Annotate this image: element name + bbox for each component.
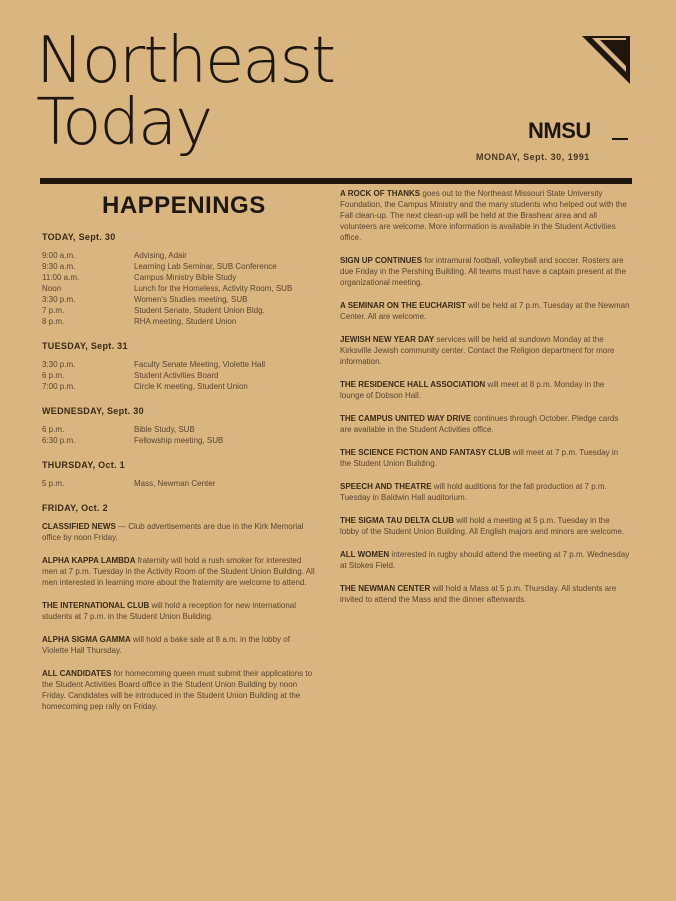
event-time: 3:30 p.m. bbox=[42, 360, 76, 369]
announcement-text: will meet at 7 p.m. Tuesday in the Student Union Building. bbox=[340, 448, 619, 468]
announcement bbox=[340, 300, 630, 322]
schedule-row bbox=[42, 370, 318, 381]
event-description: Circle K meeting, Student Union bbox=[134, 382, 248, 391]
schedule-row bbox=[42, 381, 318, 392]
event-time: 11:00 a.m. bbox=[42, 273, 80, 282]
event-time: 3:30 p.m. bbox=[42, 295, 76, 304]
right-column bbox=[340, 188, 630, 617]
event-description: Bible Study, SUB bbox=[134, 425, 195, 434]
schedule-row bbox=[42, 250, 318, 261]
schedule-row bbox=[42, 316, 318, 327]
event-time: 6 p.m. bbox=[42, 371, 65, 380]
event-time: Noon bbox=[42, 284, 62, 293]
event-description: Advising, Adair bbox=[134, 251, 187, 260]
announcement-lead: ALPHA SIGMA GAMMA bbox=[42, 635, 131, 644]
announcement bbox=[340, 379, 630, 401]
event-description: Student Activities Board bbox=[134, 371, 219, 380]
schedule-row bbox=[42, 305, 318, 316]
schedule-row bbox=[42, 359, 318, 370]
schedule-row bbox=[42, 478, 318, 489]
announcement-lead: THE SIGMA TAU DELTA CLUB bbox=[340, 516, 455, 525]
event-description: Student Senate, Student Union Bldg. bbox=[134, 306, 265, 315]
announcement bbox=[340, 583, 630, 605]
announcement-lead: JEWISH NEW YEAR DAY bbox=[340, 335, 435, 344]
announcement-lead: THE NEWMAN CENTER bbox=[340, 584, 431, 593]
event-time: 6 p.m. bbox=[42, 425, 65, 434]
announcement-text: will hold a bake sale at 8 a.m. in the lobby of Violette Hall Thursday. bbox=[42, 635, 290, 655]
event-description: Women's Studies meeting, SUB bbox=[134, 295, 248, 304]
announcement-lead: THE INTERNATIONAL CLUB bbox=[42, 601, 150, 610]
announcement-text: will meet at 8 p.m. Monday in the lounge of Dobson Hall. bbox=[340, 380, 605, 400]
event-time: 7 p.m. bbox=[42, 306, 65, 315]
event-time: 7:00 p.m. bbox=[42, 382, 76, 391]
announcement-text: continues through October. Pledge cards are available in the Student Activities office. bbox=[340, 414, 619, 434]
event-description: Lunch for the Homeless, Activity Room, SUB bbox=[134, 284, 293, 293]
announcement-text: will hold a reception for new international students at 7 p.m. in the Student Union Building. bbox=[42, 601, 297, 621]
announcement-lead: CLASSIFIED NEWS bbox=[42, 522, 116, 531]
announcement bbox=[340, 334, 630, 367]
event-description: RHA meeting, Student Union bbox=[134, 317, 237, 326]
announcement-text: will hold a meeting at 5 p.m. Tuesday in the lobby of the Student Union Building. All English majors and minors are welcome. bbox=[340, 516, 625, 536]
schedule-list bbox=[42, 424, 318, 446]
announcement-lead: ALL WOMEN bbox=[340, 550, 390, 559]
nmsu-logo-icon bbox=[582, 36, 630, 84]
schedule-row bbox=[42, 261, 318, 272]
masthead-title-line2: Today bbox=[36, 86, 212, 160]
announcement bbox=[340, 255, 630, 288]
day-heading: WEDNESDAY, Sept. 30 bbox=[42, 406, 144, 416]
issue-date: MONDAY, Sept. 30, 1991 bbox=[476, 152, 590, 162]
announcement bbox=[42, 555, 318, 588]
schedule-row bbox=[42, 424, 318, 435]
logo-underline bbox=[612, 138, 628, 140]
schedule-row bbox=[42, 294, 318, 305]
day-heading: TODAY, Sept. 30 bbox=[42, 232, 116, 242]
schedule-list bbox=[42, 478, 318, 489]
announcement-lead: THE RESIDENCE HALL ASSOCIATION bbox=[340, 380, 486, 389]
announcement bbox=[42, 521, 318, 543]
event-description: Fellowship meeting, SUB bbox=[134, 436, 224, 445]
event-description: Mass, Newman Center bbox=[134, 479, 216, 488]
announcement-lead: THE CAMPUS UNITED WAY DRIVE bbox=[340, 414, 472, 423]
day-heading: TUESDAY, Sept. 31 bbox=[42, 341, 128, 351]
schedule-row bbox=[42, 283, 318, 294]
announcement-text: services will be held at sundown Monday at the Kirksville Jewish community center. Contact the Religion department for more information. bbox=[340, 335, 615, 366]
event-description: Learning Lab Seminar, SUB Conference bbox=[134, 262, 277, 271]
announcement-lead: THE SCIENCE FICTION AND FANTASY CLUB bbox=[340, 448, 511, 457]
announcement-lead: SIGN UP CONTINUES bbox=[340, 256, 423, 265]
left-column bbox=[42, 232, 318, 724]
announcement-text: for homecoming queen must submit their applications to the Student Activities Board office in the Student Union Building by noon Friday. Candidates will be introduced in the Student Union Building at the homecoming pep rally on Friday. bbox=[42, 669, 313, 711]
nmsu-logo-text: NMSU bbox=[528, 118, 591, 143]
announcement-lead: ALPHA KAPPA LAMBDA bbox=[42, 556, 136, 565]
day-heading: FRIDAY, Oct. 2 bbox=[42, 503, 108, 513]
day-heading: THURSDAY, Oct. 1 bbox=[42, 460, 125, 470]
announcement-lead: A ROCK OF THANKS bbox=[340, 189, 421, 198]
announcement-lead: SPEECH AND THEATRE bbox=[340, 482, 432, 491]
event-time: 6:30 p.m. bbox=[42, 436, 76, 445]
event-time: 9:00 a.m. bbox=[42, 251, 76, 260]
announcement-text: will hold auditions for the fall production at 7 p.m. Tuesday in Baldwin Hall auditorium. bbox=[340, 482, 607, 502]
schedule-list bbox=[42, 250, 318, 327]
announcement-text: will hold a Mass at 5 p.m. Thursday. All students are invited to attend the Mass and the dinner afterwards. bbox=[340, 584, 617, 604]
announcement-text: — Club advertisements are due in the Kirk Memorial office by noon Friday. bbox=[42, 522, 304, 542]
event-description: Campus Ministry Bible Study bbox=[134, 273, 237, 282]
masthead-title bbox=[36, 24, 335, 160]
announcement bbox=[42, 634, 318, 656]
announcement bbox=[340, 515, 630, 537]
announcement-text: fraternity will hold a rush smoker for interested men at 7 p.m. Tuesday in the Activity Room of the Student Union Building. All men interested in learning more about the fraternity are welcome to attend. bbox=[42, 556, 315, 587]
event-time: 5 p.m. bbox=[42, 479, 65, 488]
announcement bbox=[340, 481, 630, 503]
announcement bbox=[340, 188, 630, 243]
masthead-title-line1: Northeast bbox=[36, 24, 335, 98]
announcement bbox=[340, 413, 630, 435]
event-time: 8 p.m. bbox=[42, 317, 65, 326]
announcement-lead: A SEMINAR ON THE EUCHARIST bbox=[340, 301, 466, 310]
announcement bbox=[42, 600, 318, 622]
masthead-rule bbox=[40, 178, 632, 184]
schedule-list bbox=[42, 359, 318, 392]
schedule-row bbox=[42, 435, 318, 446]
event-description: Faculty Senate Meeting, Violette Hall bbox=[134, 360, 266, 369]
section-title: HAPPENINGS bbox=[102, 192, 266, 219]
event-time: 9:30 a.m. bbox=[42, 262, 76, 271]
schedule-row bbox=[42, 272, 318, 283]
announcement-lead: ALL CANDIDATES bbox=[42, 669, 112, 678]
announcement-text: interested in rugby should attend the meeting at 7 p.m. Wednesday at Stokes Field. bbox=[340, 550, 630, 570]
announcement bbox=[340, 447, 630, 469]
announcement-text: goes out to the Northeast Missouri State University Foundation, the Campus Ministry and the many students who helped out with the Fall clean-up. The next clean-up will be held at the Brashear area and all volunteers are welcome. More information is available in the Student Activities office. bbox=[340, 189, 627, 242]
announcement-text: will be held at 7 p.m. Tuesday at the Newman Center. All are welcome. bbox=[340, 301, 630, 321]
announcement bbox=[42, 668, 318, 712]
announcement-text: for intramural football, volleyball and soccer. Rosters are due Friday in the Pershing Building. All teams must have a captain present at the organizational meeting. bbox=[340, 256, 626, 287]
announcement bbox=[340, 549, 630, 571]
